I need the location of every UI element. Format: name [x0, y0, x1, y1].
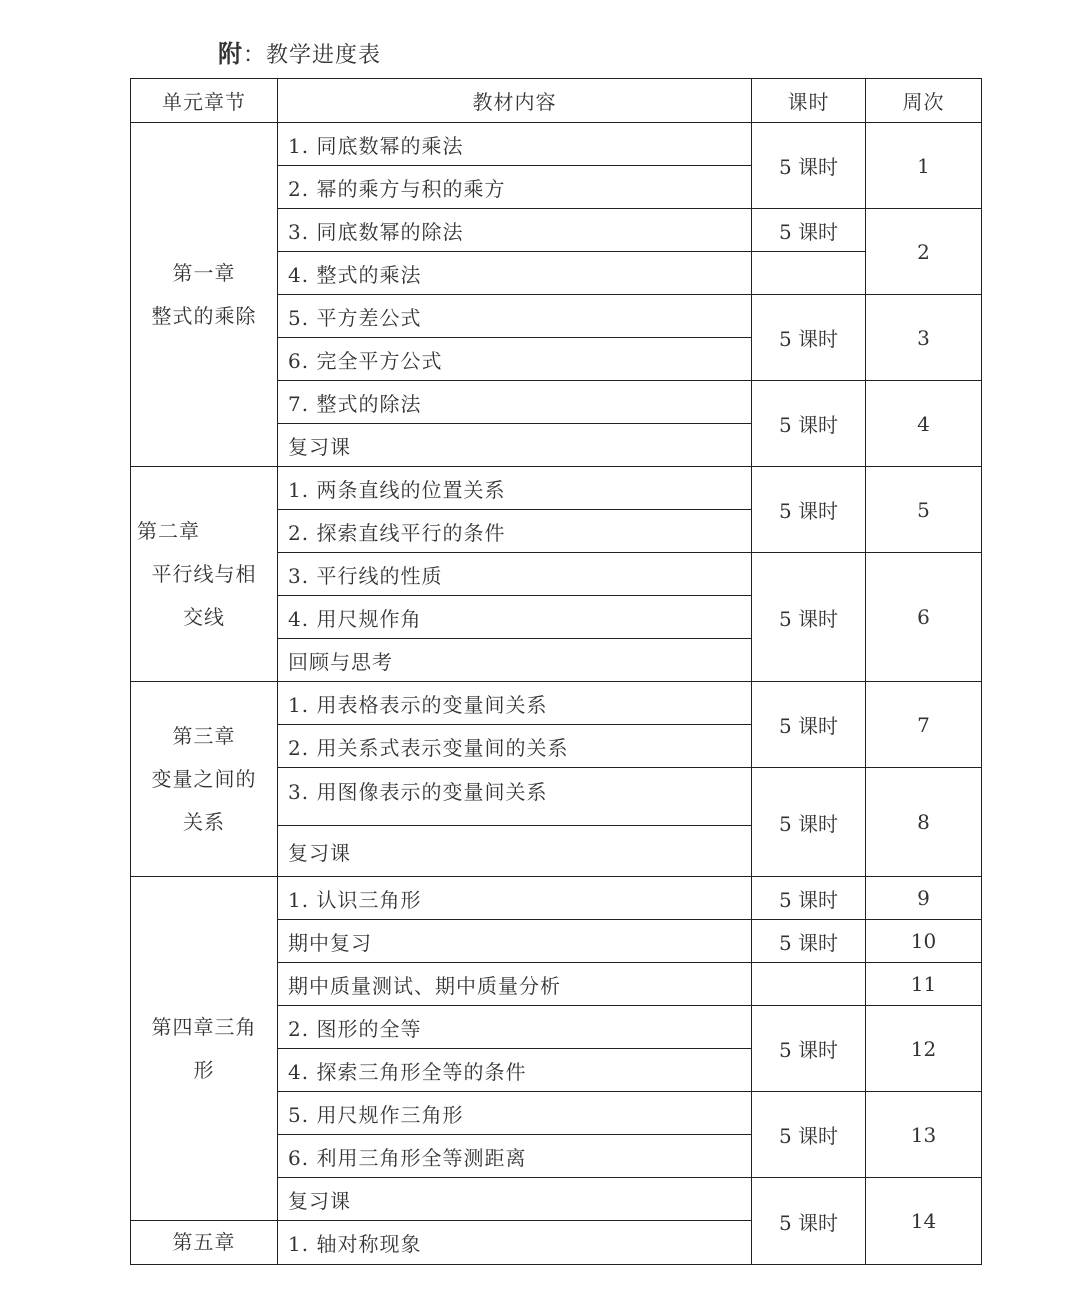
- hours-cell: 5 课时: [752, 768, 866, 877]
- content-cell: 7. 整式的除法: [278, 381, 752, 424]
- week-cell: 6: [866, 553, 982, 682]
- content-cell: 期中质量测试、期中质量分析: [278, 963, 752, 1006]
- content-cell: 3. 同底数幂的除法: [278, 209, 752, 252]
- chapter-line: 关系: [183, 809, 225, 834]
- week-cell: 1: [866, 123, 982, 209]
- header-week: 周次: [866, 79, 982, 123]
- content-cell: 复习课: [278, 1178, 752, 1221]
- table-row: [131, 877, 982, 920]
- week-cell: 3: [866, 295, 982, 381]
- week-cell: 9: [866, 877, 982, 920]
- content-cell: 复习课: [278, 826, 752, 877]
- hours-cell: 5 课时: [752, 381, 866, 467]
- chapter-line: 第五章: [172, 1230, 236, 1254]
- table-row: [131, 123, 982, 166]
- header-content: 教材内容: [278, 79, 752, 123]
- hours-cell: 5 课时: [752, 1092, 866, 1178]
- hours-cell: 5 课时: [752, 467, 866, 553]
- table-row: [131, 682, 982, 725]
- chapter-line: 变量之间的: [151, 766, 257, 791]
- chapter-line: 第三章: [172, 723, 236, 748]
- hours-cell: 5 课时: [752, 877, 866, 920]
- header-row: [131, 79, 982, 123]
- content-cell: 回顾与思考: [278, 639, 752, 682]
- chapter-line: 整式的乘除: [151, 303, 257, 328]
- content-cell: 5. 平方差公式: [278, 295, 752, 338]
- week-cell: 7: [866, 682, 982, 768]
- content-cell: 3. 用图像表示的变量间关系: [278, 768, 752, 826]
- week-cell: 12: [866, 1006, 982, 1092]
- hours-cell: 5 课时: [752, 1006, 866, 1092]
- content-cell: 4. 整式的乘法: [278, 252, 752, 295]
- content-cell: 复习课: [278, 424, 752, 467]
- content-cell: 2. 幂的乘方与积的乘方: [278, 166, 752, 209]
- hours-cell: 5 课时: [752, 1178, 866, 1265]
- hours-cell-empty: [752, 963, 866, 1006]
- content-cell: 1. 认识三角形: [278, 877, 752, 920]
- content-cell: 5. 用尺规作三角形: [278, 1092, 752, 1135]
- chapter-cell: [131, 123, 278, 467]
- week-cell: 13: [866, 1092, 982, 1178]
- hours-cell: 5 课时: [752, 123, 866, 209]
- hours-cell-empty: [752, 252, 866, 295]
- hours-cell: 5 课时: [752, 682, 866, 768]
- chapter-cell: [131, 877, 278, 1221]
- content-cell: 4. 用尺规作角: [278, 596, 752, 639]
- content-cell: 2. 探索直线平行的条件: [278, 510, 752, 553]
- chapter-cell: [131, 682, 278, 877]
- chapter-line: 第四章三角: [151, 1014, 257, 1039]
- week-cell: 4: [866, 381, 982, 467]
- table-row: [131, 467, 982, 510]
- content-cell: 期中复习: [278, 920, 752, 963]
- heading-colon: ：: [243, 43, 267, 68]
- content-cell: 3. 平行线的性质: [278, 553, 752, 596]
- content-cell: 1. 用表格表示的变量间关系: [278, 682, 752, 725]
- content-cell: 1. 轴对称现象: [278, 1221, 752, 1265]
- hours-cell: 5 课时: [752, 553, 866, 682]
- header-chapter: 单元章节: [131, 79, 278, 123]
- content-cell: 1. 两条直线的位置关系: [278, 467, 752, 510]
- week-cell: 2: [866, 209, 982, 295]
- week-cell: 11: [866, 963, 982, 1006]
- content-cell: 1. 同底数幂的乘法: [278, 123, 752, 166]
- heading-prefix: 附: [218, 39, 243, 68]
- chapter-line: 形: [193, 1057, 215, 1082]
- hours-cell: 5 课时: [752, 209, 866, 252]
- week-cell: 14: [866, 1178, 982, 1265]
- header-hours: 课时: [752, 79, 866, 123]
- chapter-line: 交线: [183, 604, 225, 629]
- content-cell: 2. 用关系式表示变量间的关系: [278, 725, 752, 768]
- chapter-line: 平行线与相: [151, 561, 257, 586]
- heading-title: 教学进度表: [266, 43, 382, 68]
- page-heading: [218, 34, 381, 69]
- chapter-cell: [131, 1221, 278, 1265]
- week-cell: 5: [866, 467, 982, 553]
- content-cell: 2. 图形的全等: [278, 1006, 752, 1049]
- chapter-cell: [131, 467, 278, 682]
- hours-cell: 5 课时: [752, 295, 866, 381]
- content-cell: 4. 探索三角形全等的条件: [278, 1049, 752, 1092]
- chapter-line: 第二章: [137, 518, 200, 543]
- week-cell: 10: [866, 920, 982, 963]
- week-cell: 8: [866, 768, 982, 877]
- schedule-table: [130, 78, 982, 1265]
- content-cell: 6. 完全平方公式: [278, 338, 752, 381]
- hours-cell: 5 课时: [752, 920, 866, 963]
- chapter-line: 第一章: [172, 260, 236, 285]
- content-cell: 6. 利用三角形全等测距离: [278, 1135, 752, 1178]
